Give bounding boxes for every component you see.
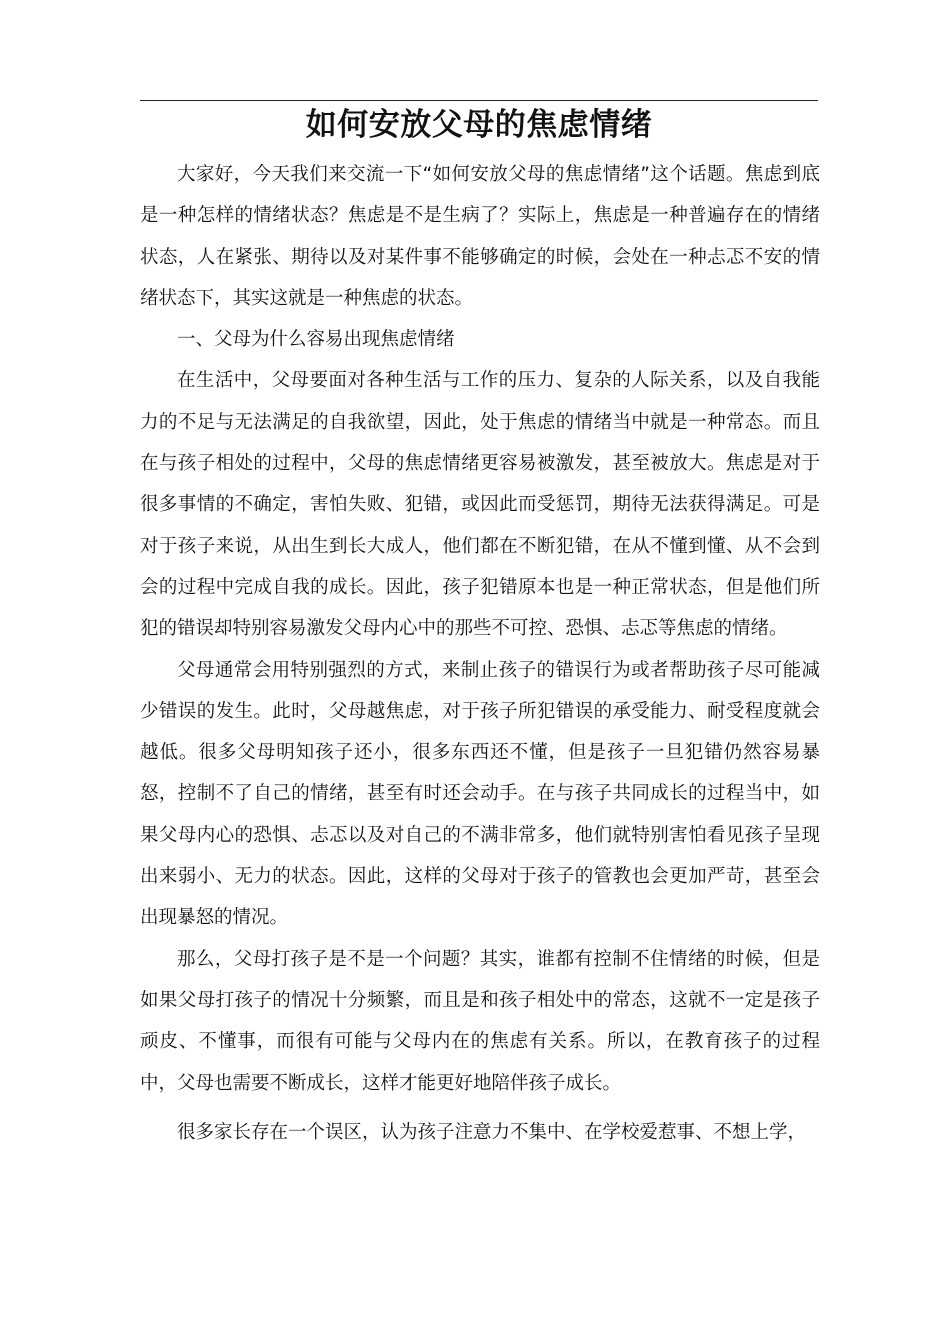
header-rule — [140, 100, 818, 101]
document-body — [140, 154, 820, 1153]
paragraph-section-1-d: 很多家长存在一个误区，认为孩子注意力不集中、在学校爱惹事、不想上学， — [177, 1121, 807, 1143]
paragraph-section-1-c: 那么，父母打孩子是不是一个问题？其实，谁都有控制不住情绪的时候，但是如果父母打孩子的情况十分频繁，而且是和孩子相处中的常态，这就不一定是孩子顽皮、不懂事，而很有可能与父母内在的焦虑有关系。所以，在教育孩子的过程中，父母也需要不断成长，这样才能更好地陪伴孩子成长。 — [140, 948, 820, 1094]
paragraph-intro: 大家好，今天我们来交流一下“如何安放父母的焦虑情绪”这个话题。焦虑到底是一种怎样的情绪状态？焦虑是不是生病了？实际上，焦虑是一种普遍存在的情绪状态，人在紧张、期待以及对某件事不能够确定的时候，会处在一种忐忑不安的情绪状态下，其实这就是一种焦虑的状态。 — [140, 164, 820, 309]
paragraph-section-1-a: 在生活中，父母要面对各种生活与工作的压力、复杂的人际关系，以及自我能力的不足与无法满足的自我欲望，因此，处于焦虑的情绪当中就是一种常态。而且在与孩子相处的过程中，父母的焦虑情绪更容易被激发，甚至被放大。焦虑是对于很多事情的不确定，害怕失败、犯错，或因此而受惩罚，期待无法获得满足。可是对于孩子来说，从出生到长大成人，他们都在不断犯错，在从不懂到懂、从不会到会的过程中完成自我的成长。因此，孩子犯错原本也是一种正常状态，但是他们所犯的错误却特别容易激发父母内心中的那些不可控、恐惧、忐忑等焦虑的情绪。 — [140, 370, 820, 640]
paragraph-section-1-b: 父母通常会用特别强烈的方式，来制止孩子的错误行为或者帮助孩子尽可能减少错误的发生。此时，父母越焦虑，对于孩子所犯错误的承受能力、耐受程度就会越低。很多父母明知孩子还小，很多东西还不懂，但是孩子一旦犯错仍然容易暴怒，控制不了自己的情绪，甚至有时还会动手。在与孩子共同成长的过程当中，如果父母内心的恐惧、忐忑以及对自己的不满非常多，他们就特别害怕看见孩子呈现出来弱小、无力的状态。因此，这样的父母对于孩子的管教也会更加严苛，甚至会出现暴怒的情况。 — [140, 659, 820, 929]
section-heading-1: 一、父母为什么容易出现焦虑情绪 — [177, 329, 455, 351]
document-title: 如何安放父母的焦虑情绪 — [305, 107, 653, 143]
